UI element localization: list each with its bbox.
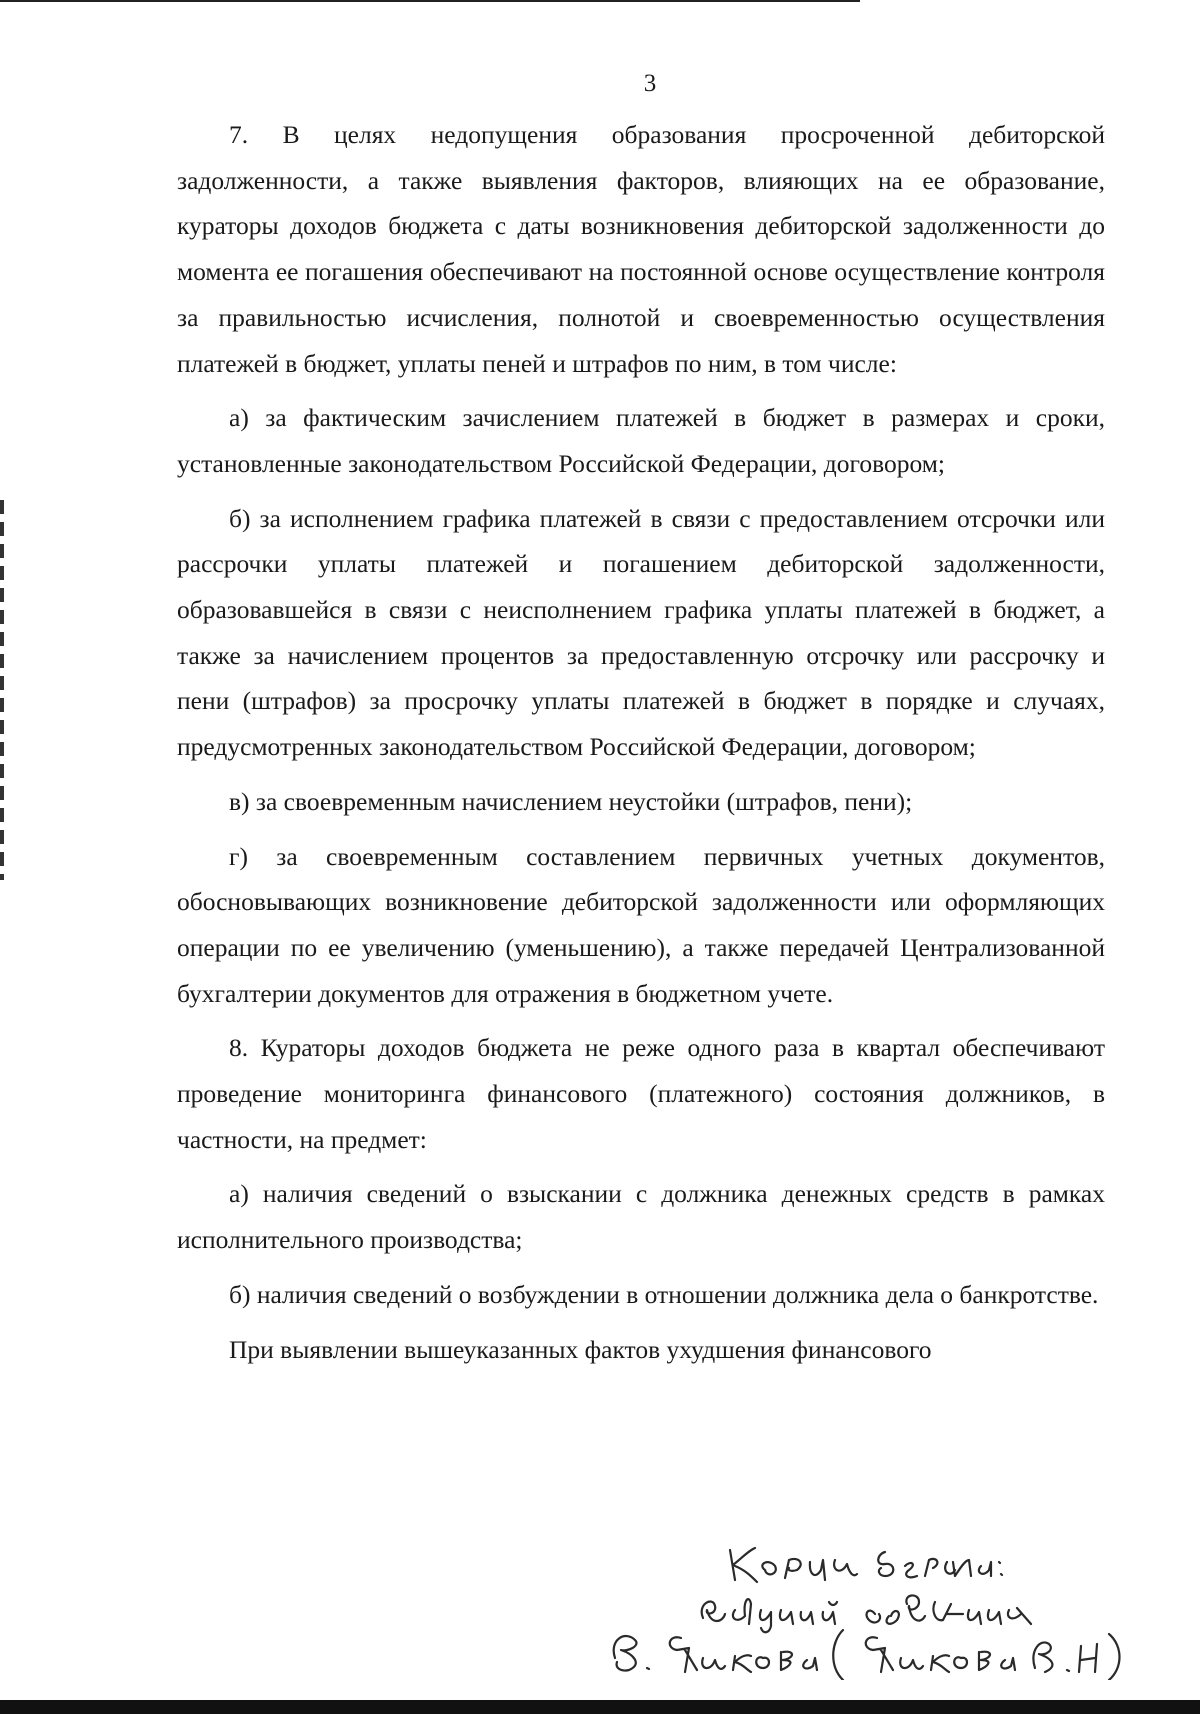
paragraph-7g: г) за своевременным составлением первичных учетных документов, обосновывающих возникновение дебиторской задолженности или оформляющих операции по ее увеличению (уменьшению), а также передачей Централизованной бухгалтерии документов для отражения в бюджетном учете. — [177, 841, 1105, 1008]
page-bottom-band — [0, 1700, 1200, 1714]
paragraph-7: 7. В целях недопущения образования просроченной дебиторской задолженности, а также выявления факторов, влияющих на ее образование, кураторы доходов бюджета с даты возникновения дебиторской задолженности до момента ее погашения обеспечивают на постоянной основе осуществление контроля за правильностью исчисления, полнотой и своевременностью осуществления платежей в бюджет, уплаты пеней и штрафов по ним, в том числе: — [177, 120, 1105, 378]
paragraph-8b: б) наличия сведений о возбуждении в отношении должника дела о банкротстве. — [229, 1279, 1099, 1309]
paragraph-8a: а) наличия сведений о взыскании с должника денежных средств в рамках исполнительного производства; — [177, 1179, 1105, 1255]
paragraph-continuation: При выявлении вышеуказанных фактов ухудшения финансового — [229, 1334, 932, 1364]
paragraph-7b: б) за исполнением графика платежей в связи с предоставлением отсрочки или рассрочки уплаты платежей и погашением дебиторской задолженности, образовавшейся в связи с неисполнением графика уплаты платежей в бюджет, а также за начислением процентов за предоставленную отсрочку или рассрочку и пени (штрафов) за просрочку уплаты платежей в бюджет в порядке и случаях, предусмотренных законодательством Российской Федерации, договором; — [177, 503, 1105, 762]
scan-edge-marks — [0, 500, 4, 880]
page-number: 3 — [643, 70, 657, 97]
paragraph-7a: а) за фактическим зачислением платежей в бюджет в размерах и сроки, установленные законодательством Российской Федерации, договором; — [177, 403, 1105, 478]
handwritten-certification — [585, 1530, 1145, 1680]
document-body — [177, 112, 1105, 1372]
paragraph-8: 8. Кураторы доходов бюджета не реже одного раза в квартал обеспечивают проведение мониторинга финансового (платежного) состояния должников, в частности, на предмет: — [177, 1033, 1105, 1154]
paragraph-7v: в) за своевременным начислением неустойки (штрафов, пени); — [229, 786, 913, 816]
page-top-rule — [0, 0, 860, 2]
handwriting-drawing — [585, 1530, 1145, 1680]
